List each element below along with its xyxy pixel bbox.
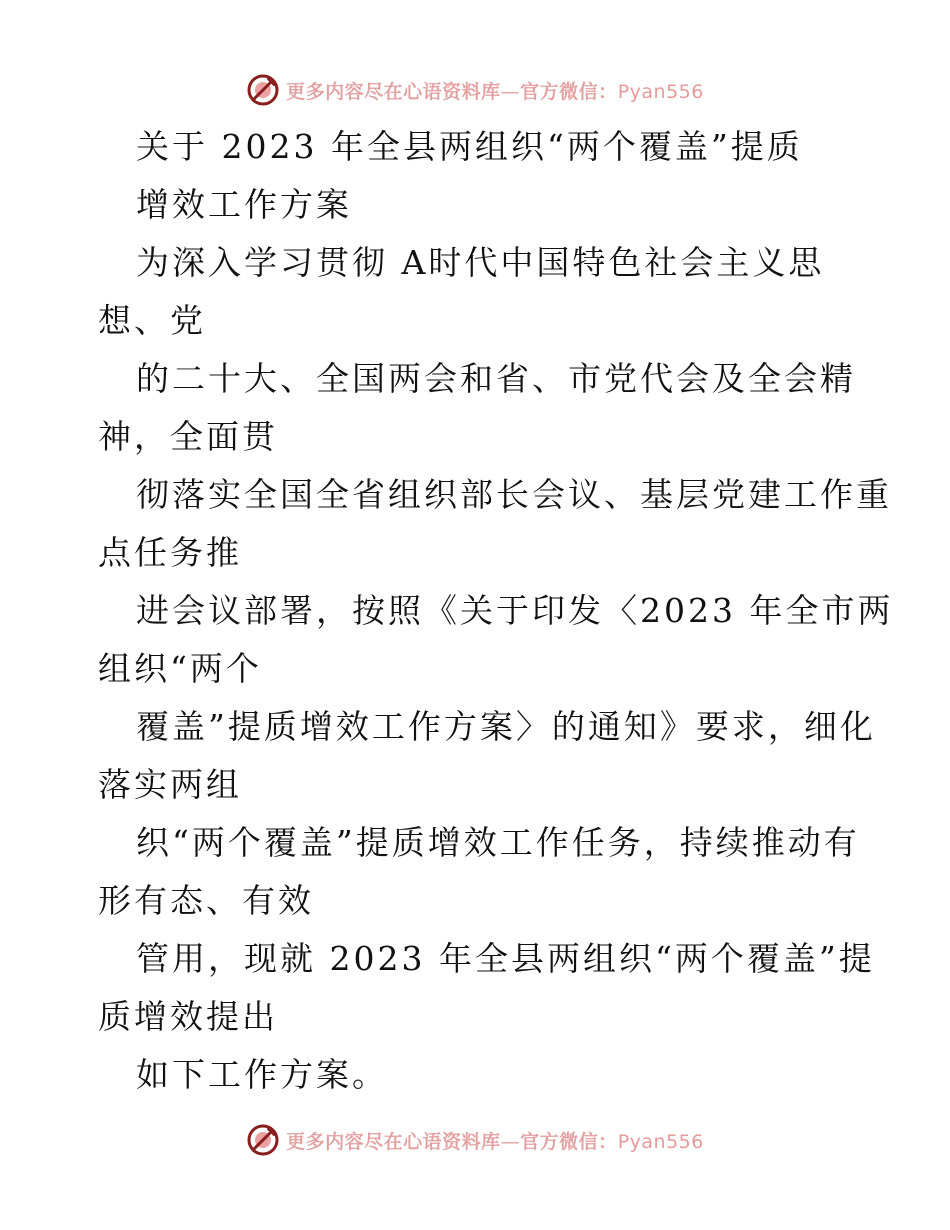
watermark-title: 更多内容尽在心语资料库 (286, 1130, 501, 1153)
document-line: 覆盖”提质增效工作方案〉的通知》要求，细化 (136, 707, 876, 746)
document-line: 想、党 (98, 301, 206, 340)
document-line: 为深入学习贯彻 A时代中国特色社会主义思 (136, 243, 825, 282)
watermark-text (286, 1127, 704, 1154)
watermark-header (0, 70, 950, 110)
brand-logo-icon (246, 73, 280, 107)
document-line: 进会议部署，按照《关于印发〈2023 年全市两 (136, 591, 894, 630)
watermark-contact: 官方微信： (520, 80, 618, 103)
document-line: 如下工作方案。 (136, 1055, 388, 1094)
watermark-separator: — (500, 1130, 521, 1153)
document-line: 的二十大、全国两会和省、市党代会及全会精 (136, 359, 856, 398)
document-line: 神，全面贯 (98, 417, 278, 456)
document-line: 关于 2023 年全县两组织“两个覆盖”提质 (136, 127, 803, 166)
watermark-title: 更多内容尽在心语资料库 (286, 80, 501, 103)
watermark-id: Pyan556 (617, 1130, 704, 1153)
document-line: 质增效提出 (98, 997, 278, 1036)
watermark-separator: — (500, 80, 521, 103)
document-line: 管用，现就 2023 年全县两组织“两个覆盖”提 (136, 939, 875, 978)
document-line: 组织“两个 (98, 649, 262, 688)
document-body (98, 118, 894, 1104)
document-line: 落实两组 (98, 765, 242, 804)
document-line: 形有态、有效 (98, 881, 314, 920)
watermark-contact: 官方微信： (520, 1130, 618, 1153)
brand-logo-icon (246, 1123, 280, 1157)
document-line: 点任务推 (98, 533, 242, 572)
watermark-text (286, 77, 704, 104)
watermark-id: Pyan556 (617, 80, 704, 103)
document-line: 彻落实全国全省组织部长会议、基层党建工作重 (136, 475, 892, 514)
document-line: 增效工作方案 (136, 185, 352, 224)
watermark-footer (0, 1120, 950, 1160)
document-line: 织“两个覆盖”提质增效工作任务，持续推动有 (136, 823, 860, 862)
